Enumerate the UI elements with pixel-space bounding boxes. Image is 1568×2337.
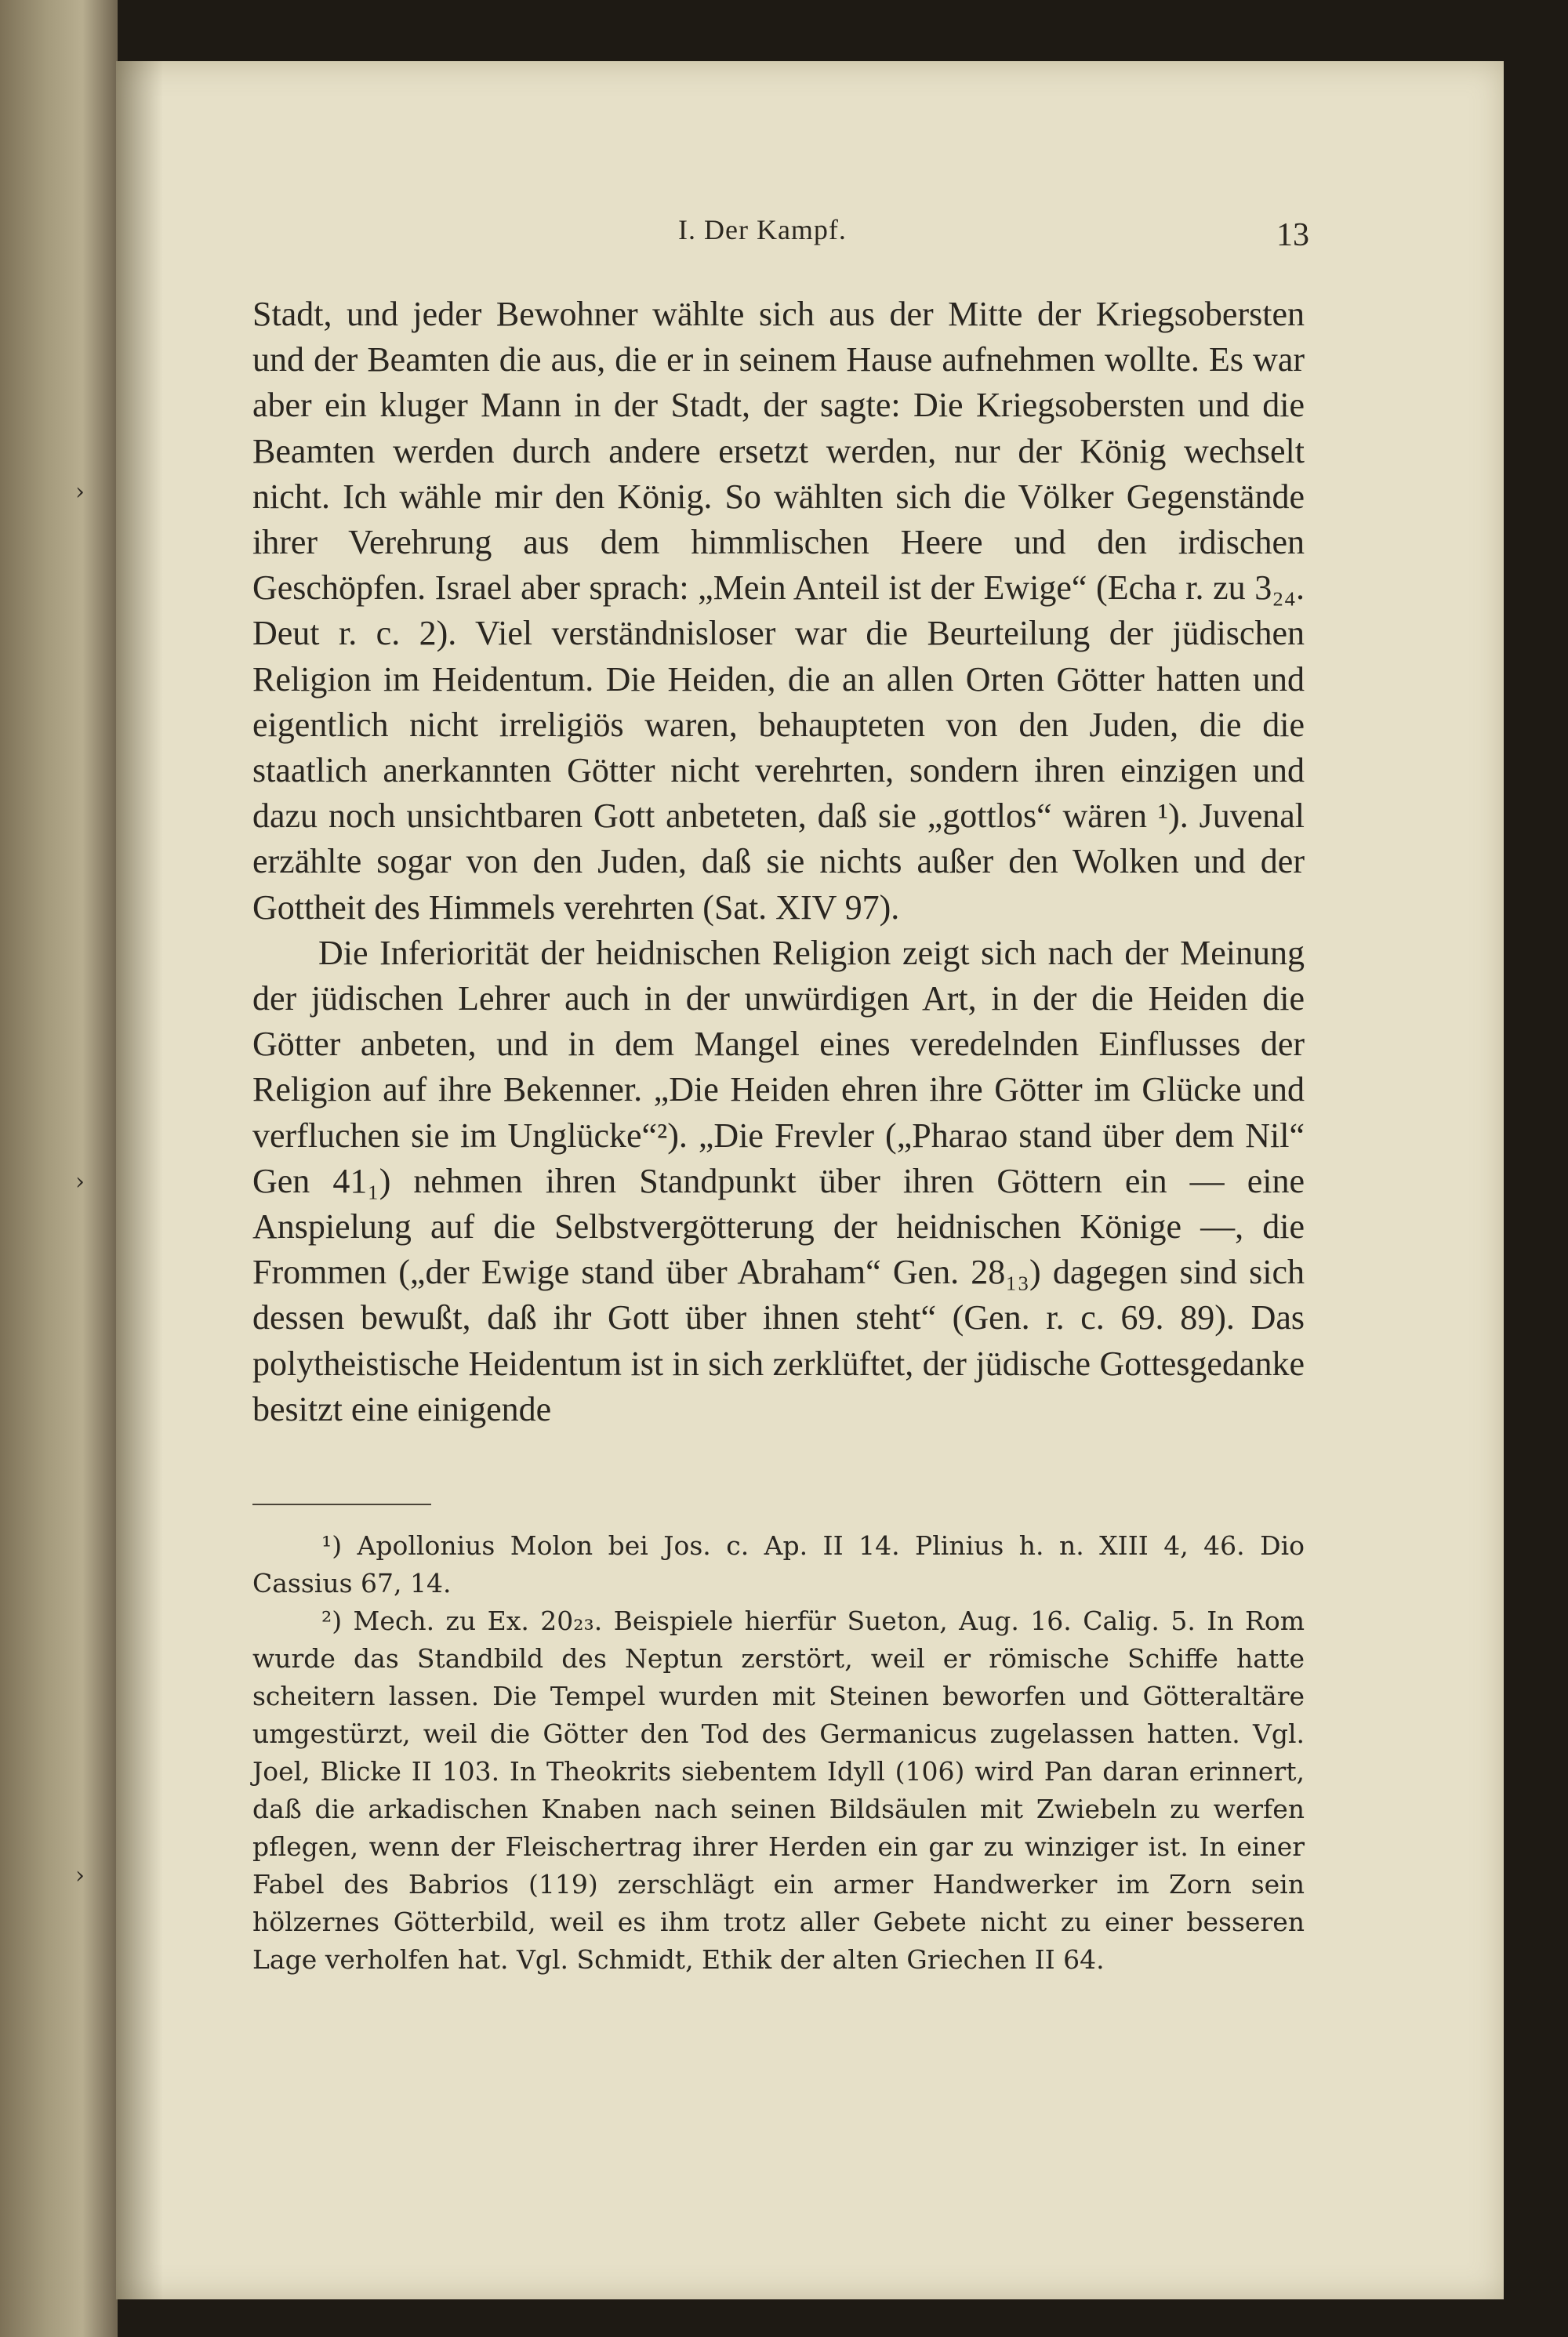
footnote: ¹) Apollonius Molon bei Jos. c. Ap. II 14. Plinius h. n. XIII 4, 46. Dio Cassius 67, 14. xyxy=(252,1530,1305,1599)
facing-page-edge xyxy=(0,0,118,2337)
margin-mark: › xyxy=(75,1862,85,1889)
spine-shadow xyxy=(116,61,163,2299)
running-head: I. Der Kampf. xyxy=(678,214,847,245)
paragraph: Stadt, und jeder Bewohner wählte sich aus der Mitte der Kriegsobersten und der Beamten die aus, die er in seinem Hause aufnehmen wollte. Es war aber ein kluger Mann in der Stadt, der sagte: Die Kriegsobersten und die Beamten werden durch andere ersetzt werden, nur der König wechselt nicht. Ich wähle mir den König. So wählten sich die Völker Gegenstände ihrer Verehrung aus dem himmlischen Heere und den irdischen Geschöpfen. Israel aber sprach: „Mein Anteil ist der Ewige“ (Echa r. zu 3₂₄. Deut r. c. 2). Viel verständnisloser war die Beurteilung der jüdischen Religion im Heidentum. Die Heiden, die an allen Orten Götter hatten und eigentlich nicht irreligiös waren, behaupteten von den Juden, die die staatlich anerkannten Götter nicht verehrten, sondern ihren einzigen und dazu noch unsichtbaren Gott anbeteten, daß sie „gottlos“ wären ¹). Juvenal erzählte sogar von den Juden, daß sie nichts außer den Wolken und der Gottheit des Himmels verehrten (Sat. XIV 97). xyxy=(252,295,1305,927)
margin-mark: › xyxy=(75,1168,85,1196)
main-text xyxy=(252,292,1305,1432)
page-header xyxy=(251,213,1309,260)
paragraph: Die Inferiorität der heidnischen Religion zeigt sich nach der Meinung der jüdischen Lehrer auch in der unwürdigen Art, in der die Heiden die Götter anbeten, und in dem Mangel eines veredelnden Einflusses der Religion auf ihre Bekenner. „Die Heiden ehren ihre Götter im Glücke und verfluchen sie im Unglücke“²). „Die Frevler („Pharao stand über dem Nil“ Gen 41₁) nehmen ihren Standpunkt über ihren Göttern ein — eine Anspielung auf die Selbstvergötterung der heidnischen Könige —, die Frommen („der Ewige stand über Abraham“ Gen. 28₁₃) dagegen sind sich dessen bewußt, daß ihr Gott über ihnen steht“ (Gen. r. c. 69. 89). Das polytheistische Heidentum ist in sich zerklüftet, der jüdische Gottesgedanke besitzt eine einigende xyxy=(252,933,1305,1428)
page-number: 13 xyxy=(1276,217,1309,253)
footnote-separator xyxy=(252,1504,431,1505)
footnote: ²) Mech. zu Ex. 20₂₃. Beispiele hierfür Sueton, Aug. 16. Calig. 5. In Rom wurde das Standbild des Neptun zerstört, weil er römische Schiffe hatte scheitern lassen. Die Tempel wurden mit Steinen beworfen und Götteraltäre umgestürzt, weil die Götter den Tod des Germanicus zugelassen hatten. Vgl. Joel, Blicke II 103. In Theokrits siebentem Idyll (106) wird Pan daran erinnert, daß die arkadischen Knaben nach seinen Bildsäulen mit Zwiebeln zu werfen pflegen, wenn der Fleischertrag ihrer Herden ein gar zu winziger ist. In einer Fabel des Babrios (119) zerschlägt ein armer Handwerker im Zorn sein hölzernes Götterbild, weil es ihm trotz aller Gebete nicht zu einer besseren Lage verholfen hat. Vgl. Schmidt, Ethik der alten Griechen II 64. xyxy=(252,1606,1305,1975)
margin-mark: › xyxy=(75,478,85,506)
footnotes xyxy=(252,1527,1305,1979)
